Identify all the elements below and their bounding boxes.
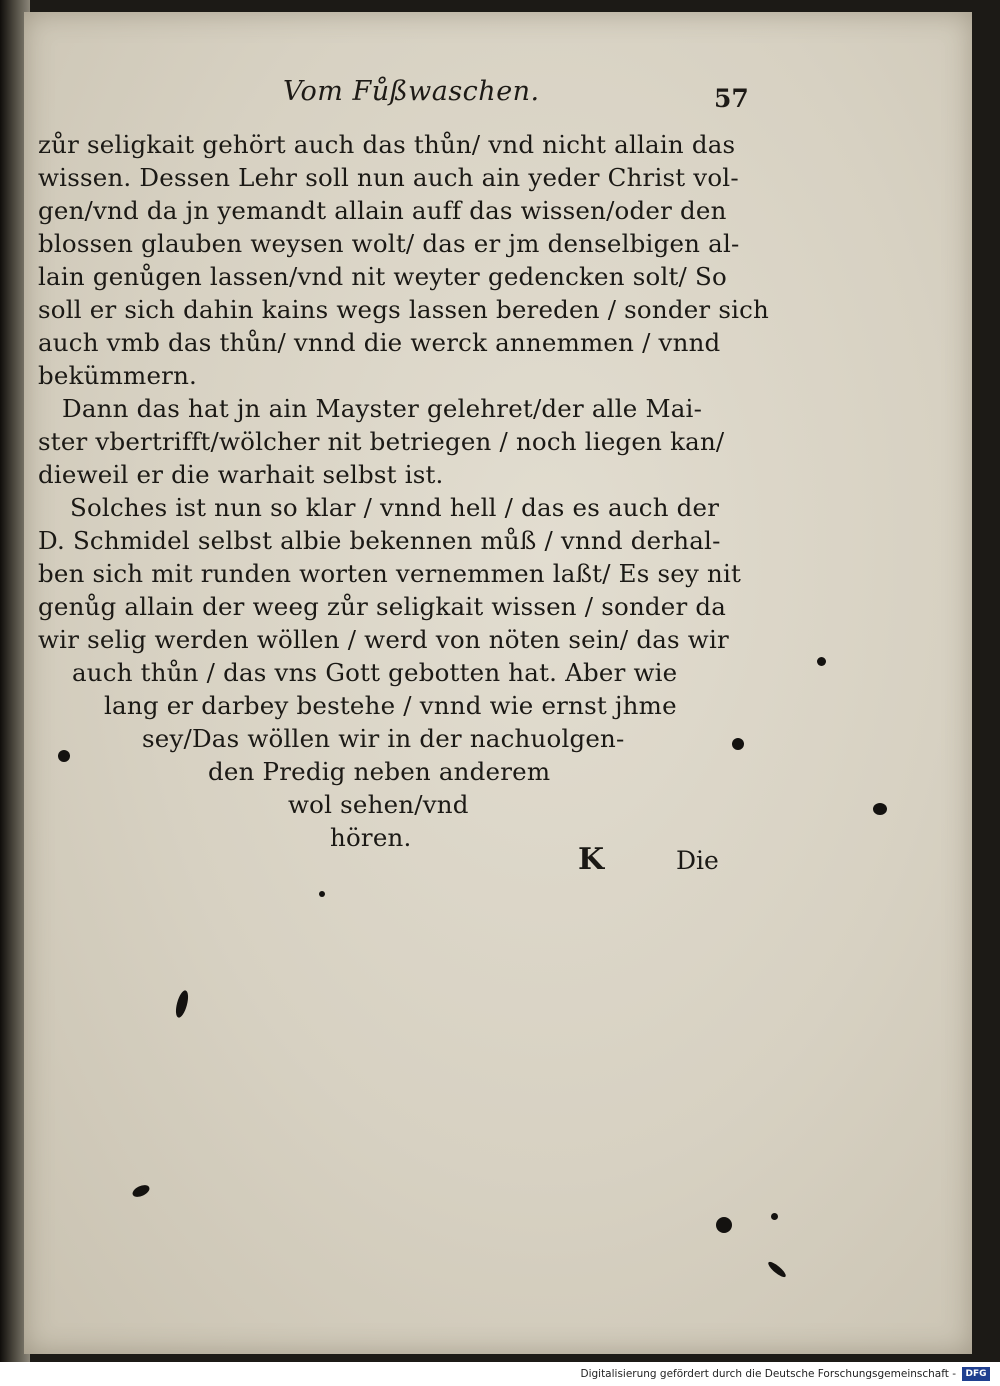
body-line: zůr seligkait gehört auch das thůn/ vnd nicht allain das <box>38 130 736 159</box>
body-line: soll er sich dahin kains wegs lassen bereden / sonder sich <box>38 295 770 324</box>
body-line: wissen. Dessen Lehr soll nun auch ain yeder Christ vol- <box>38 163 739 192</box>
body-line: lain genůgen lassen/vnd nit weyter gedencken solt/ So <box>38 262 727 291</box>
body-line: den Predig neben anderem <box>208 757 551 786</box>
body-line: lang er darbey bestehe / vnnd wie ernst jhme <box>104 691 677 720</box>
body-line: auch vmb das thůn/ vnnd die werck annemmen / vnnd <box>38 328 721 357</box>
body-line: bekümmern. <box>38 361 198 390</box>
body-line: ben sich mit runden worten vernemmen laßt/ Es sey nit <box>38 559 742 588</box>
signature-mark: K <box>578 842 605 877</box>
digitization-credit: Digitalisierung gefördert durch die Deutsche Forschungsgemeinschaft - <box>580 1368 956 1380</box>
ink-speck <box>732 738 744 750</box>
body-line: wol sehen/vnd <box>288 790 469 819</box>
body-line: blossen glauben weysen wolt/ das er jm denselbigen al- <box>38 229 740 258</box>
page-number: 57 <box>714 84 749 113</box>
body-line: ster vbertrifft/wölcher nit betriegen / noch liegen kan/ <box>38 427 725 456</box>
ink-speck <box>319 891 325 897</box>
body-line: dieweil er die warhait selbst ist. <box>38 460 444 489</box>
body-line: Solches ist nun so klar / vnnd hell / das es auch der <box>70 493 720 522</box>
body-line: Dann das hat jn ain Mayster gelehret/der alle Mai- <box>62 394 703 423</box>
body-line: gen/vnd da jn yemandt allain auff das wissen/oder den <box>38 196 727 225</box>
body-line: auch thůn / das vns Gott gebotten hat. Aber wie <box>72 658 678 687</box>
ink-speck <box>771 1213 778 1220</box>
body-line: genůg allain der weeg zůr seligkait wissen / sonder da <box>38 592 727 621</box>
ink-speck <box>716 1217 732 1233</box>
ink-speck <box>817 657 826 666</box>
running-head: Vom Fůßwaschen. <box>283 76 540 107</box>
body-line: hören. <box>330 823 412 852</box>
catchword: Die <box>676 846 719 875</box>
body-line: sey/Das wöllen wir in der nachuolgen- <box>142 724 625 753</box>
body-line: wir selig werden wöllen / werd von nöten sein/ das wir <box>38 625 729 654</box>
ink-speck <box>873 803 887 815</box>
body-line: D. Schmidel selbst albie bekennen můß / vnnd derhal- <box>38 526 721 555</box>
dfg-logo-icon: DFG <box>962 1367 990 1381</box>
ink-speck <box>58 750 70 762</box>
